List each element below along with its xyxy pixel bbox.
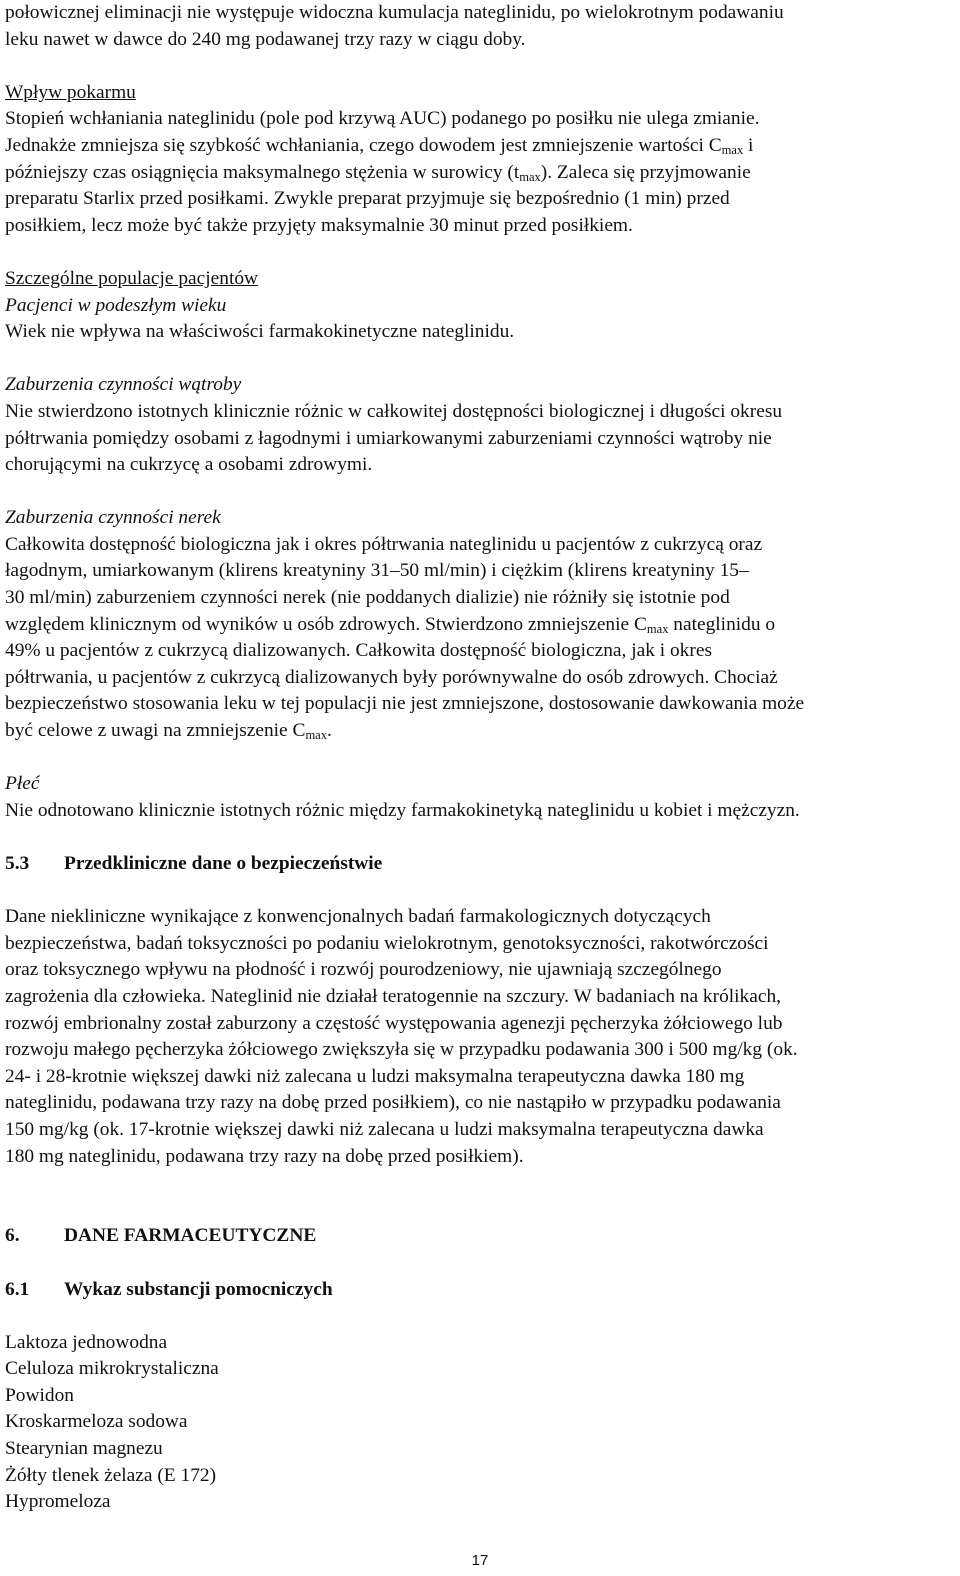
text-line: półtrwania, u pacjentów z cukrzycą dializowanych były porównywalne do osób zdrowych. Chociaż xyxy=(5,666,778,688)
excipient-item: Powidon xyxy=(5,1384,74,1406)
food-effect-section xyxy=(5,80,957,240)
section-5-3-heading: 5.3 Przedkliniczne dane o bezpieczeństwie xyxy=(5,853,383,874)
text-line: półtrwania pomiędzy osobami z łagodnymi i umiarkowanymi zaburzeniami czynności wątroby nie xyxy=(5,427,772,449)
text-line: Jednakże zmniejsza się szybkość wchłaniania, czego dowodem jest zmniejszenie wartości $C_{max}$ i xyxy=(5,134,754,157)
kidney-heading: Zaburzenia czynności nerek xyxy=(5,507,221,529)
text-line: rozwój embrionalny został zaburzony a częstość występowania agenezji pęcherzyka żółciowego lub xyxy=(5,1012,783,1034)
text-line: preparatu Starlix przed posiłkami. Zwykle preparat przyjmuje się bezpośrednio (1 min) przed xyxy=(5,188,730,210)
text-line: 30 ml/min) zaburzeniem czynności nerek (nie poddanych dializie) nie różniły się istotnie pod xyxy=(5,587,730,609)
special-populations-section xyxy=(5,266,957,824)
page-number: 17 xyxy=(471,1552,489,1569)
text-line: chorującymi na cukrzycę a osobami zdrowymi. xyxy=(5,454,373,476)
food-effect-heading: Wpływ pokarmu xyxy=(5,81,136,103)
text-line: bezpieczeństwa, badań toksyczności po podaniu wielokrotnym, genotoksyczności, rakotwórczości xyxy=(5,932,769,954)
text-line: 150 mg/kg (ok. 17-krotnie większej dawki niż zalecana u ludzi maksymalna terapeutyczna dawka xyxy=(5,1118,764,1140)
document-page xyxy=(5,0,957,1516)
excipient-item: Stearynian magnezu xyxy=(5,1438,163,1460)
excipient-item: Laktoza jednowodna xyxy=(5,1331,168,1353)
excipient-item: Hypromeloza xyxy=(5,1491,111,1513)
sex-text: Nie odnotowano klinicznie istotnych różnic między farmakokinetyką nateglinidu u kobiet i mężczyzn. xyxy=(5,799,800,821)
special-populations-heading: Szczególne populacje pacjentów xyxy=(5,267,259,289)
text-line: 49% u pacjentów z cukrzycą dializowanych. Całkowita dostępność biologiczna, jak i okres xyxy=(5,640,712,662)
liver-heading: Zaburzenia czynności wątroby xyxy=(5,374,242,396)
section-6-1 xyxy=(5,1277,957,1516)
elderly-text: Wiek nie wpływa na właściwości farmakokinetyczne nateglinidu. xyxy=(5,321,515,343)
text-line: być celowe z uwagi na zmniejszenie $C_{max}$. xyxy=(5,720,332,743)
text-line: względem klinicznym od wyników u osób zdrowych. Stwierdzono zmniejszenie $C_{max}$ nateglinidu o xyxy=(5,613,776,636)
text-line: oraz toksycznego wpływu na płodność i rozwój pourodzeniowy, nie ujawniają szczególnego xyxy=(5,959,722,981)
text-line: posiłkiem, lecz może być także przyjęty maksymalnie 30 minut przed posiłkiem. xyxy=(5,214,633,236)
excipient-item: Celuloza mikrokrystaliczna xyxy=(5,1358,219,1380)
section-6-1-heading: 6.1 Wykaz substancji pomocniczych xyxy=(5,1278,333,1300)
text-line: Nie stwierdzono istotnych klinicznie różnic w całkowitej dostępności biologicznej i długości okresu xyxy=(5,400,783,422)
section-5-3 xyxy=(5,851,957,1170)
section-6-heading: 6. DANE FARMACEUTYCZNE xyxy=(5,1225,317,1247)
text-line: późniejszy czas osiągnięcia maksymalnego stężenia w surowicy $(t_{max})$. Zaleca się przyjmowanie xyxy=(5,161,751,184)
text-line: Dane niekliniczne wynikające z konwencjonalnych badań farmakologicznych dotyczących xyxy=(5,906,711,928)
excipient-item: Kroskarmeloza sodowa xyxy=(5,1411,188,1433)
text-line: zagrożenia dla człowieka. Nateglinid nie działał teratogennie na szczury. W badaniach na królikach, xyxy=(5,985,781,1007)
text-line: Stopień wchłaniania nateglinidu (pole pod krzywą AUC) podanego po posiłku nie ulega zmianie. xyxy=(5,108,760,130)
text-line: łagodnym, umiarkowanym (klirens kreatyniny 31–50 ml/min) i ciężkim (klirens kreatyniny 15– xyxy=(5,560,749,582)
elderly-heading: Pacjenci w podeszłym wieku xyxy=(5,294,227,316)
intro-paragraph xyxy=(5,0,957,53)
text-line: połowicznej eliminacji nie występuje widoczna kumulacja nateglinidu, po wielokrotnym podawaniu xyxy=(5,2,784,23)
text-line: nateglinidu, podawana trzy razy na dobę przed posiłkiem), co nie nastąpiło w przypadku podawania xyxy=(5,1092,781,1114)
text-line: 24- i 28-krotnie większej dawki niż zalecana u ludzi maksymalna terapeutyczna dawka 180 mg xyxy=(5,1065,745,1087)
excipient-item: Żółty tlenek żelaza (E 172) xyxy=(5,1464,217,1486)
sex-heading: Płeć xyxy=(5,773,40,795)
text-line: Całkowita dostępność biologiczna jak i okres półtrwania nateglinidu u pacjentów z cukrzycą oraz xyxy=(5,533,763,555)
text-line: bezpieczeństwo stosowania leku w tej populacji nie jest zmniejszone, dostosowanie dawkowania może xyxy=(5,693,805,715)
text-line: 180 mg nateglinidu, podawana trzy razy na dobę przed posiłkiem). xyxy=(5,1145,524,1167)
text-line: leku nawet w dawce do 240 mg podawanej trzy razy w ciągu doby. xyxy=(5,28,526,50)
text-line: rozwoju małego pęcherzyka żółciowego zwiększyła się w przypadku podawania 300 i 500 mg/kg (ok. xyxy=(5,1039,798,1061)
